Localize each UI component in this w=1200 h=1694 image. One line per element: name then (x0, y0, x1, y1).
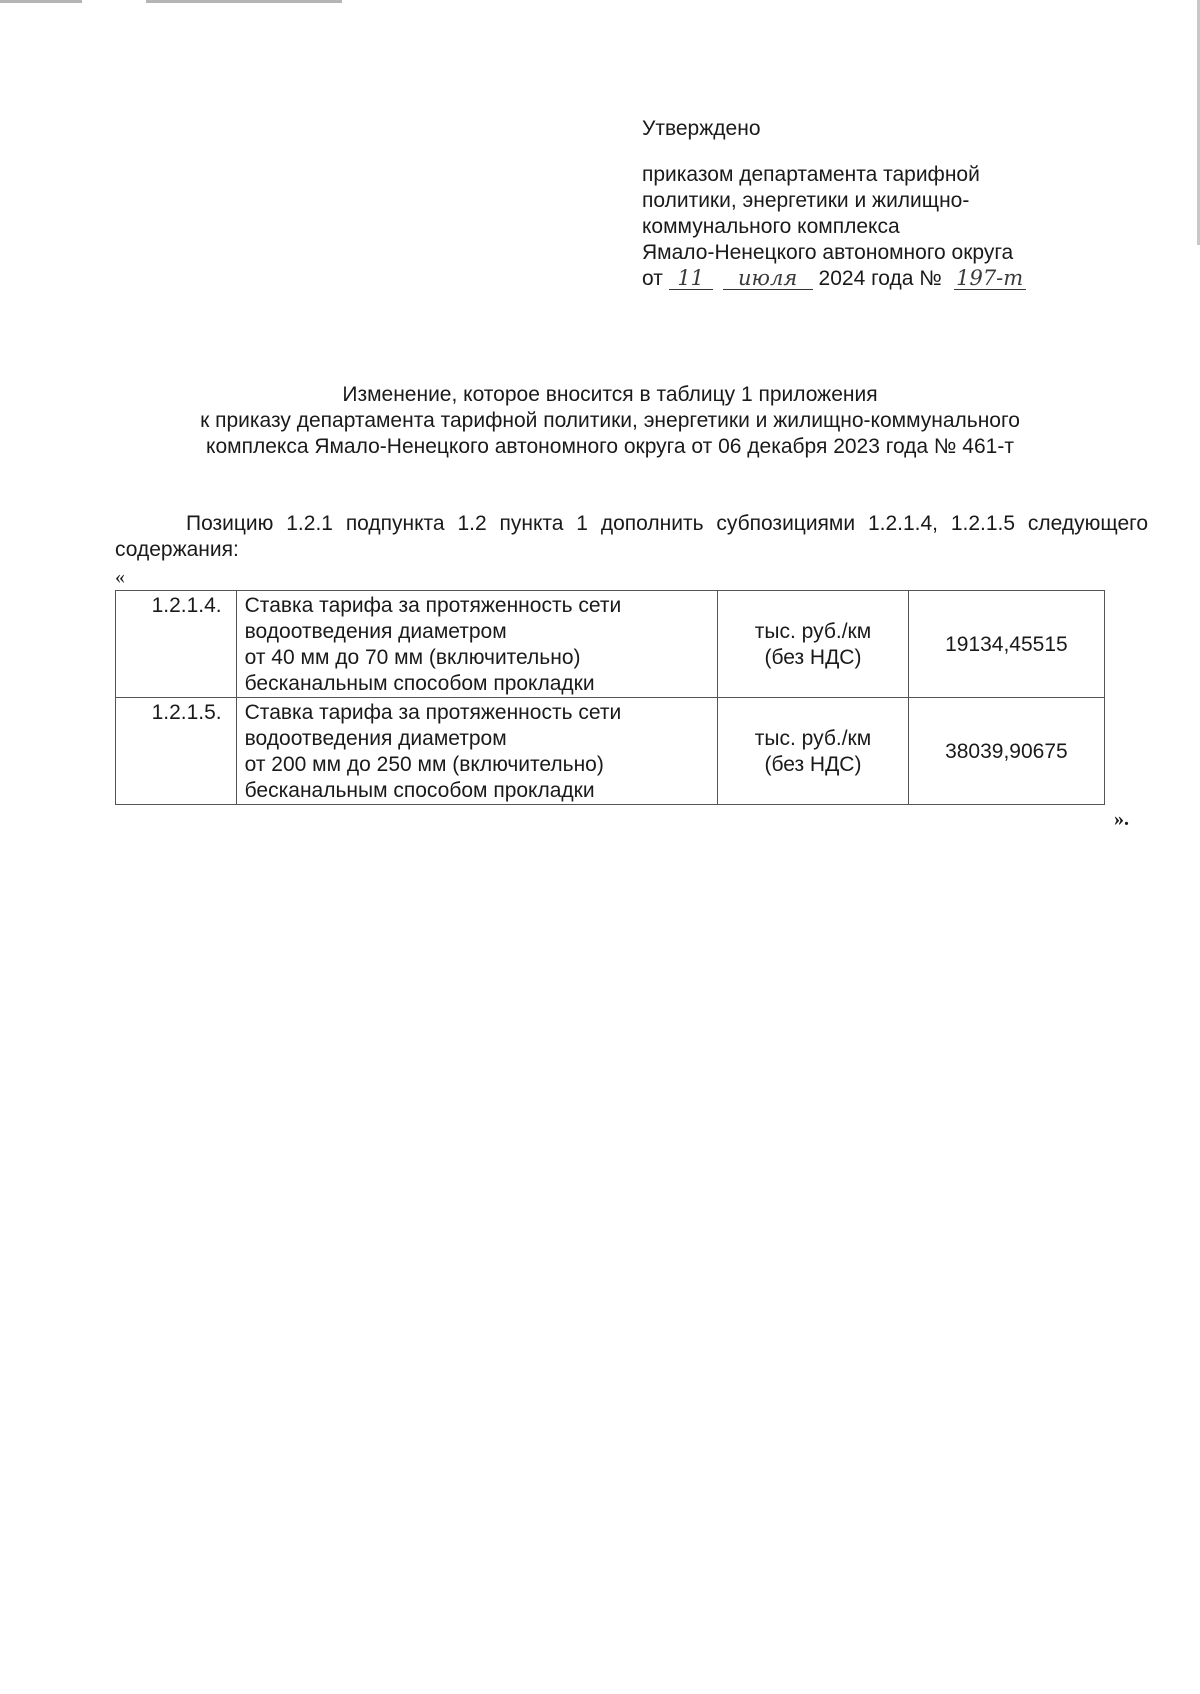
description-line: Ставка тарифа за протяженность сети (244, 701, 622, 724)
unit-line: (без НДС) (764, 753, 862, 776)
heading-line: к приказу департамента тарифной политики, энергетики и жилищно-коммунального (200, 409, 1020, 432)
unit-line: (без НДС) (764, 646, 862, 669)
handwritten-order-number: 197-т (954, 267, 1026, 290)
table-row (116, 591, 1105, 698)
approval-line: приказом департамента тарифной (642, 163, 980, 186)
tariff-value: 19134,45515 (908, 591, 1104, 698)
unit-line: тыс. руб./км (754, 727, 872, 750)
unit-cell (718, 591, 909, 698)
document-heading (110, 382, 1110, 460)
description-line: Ставка тарифа за протяженность сети (244, 594, 622, 617)
position-description (236, 698, 718, 805)
approval-line: коммунального комплекса (642, 215, 900, 238)
position-description (236, 591, 718, 698)
handwritten-day: 11 (669, 267, 713, 290)
approval-block (642, 116, 1182, 292)
approval-line: политики, энергетики и жилищно- (642, 189, 970, 212)
amendment-paragraph: Позицию 1.2.1 подпункта 1.2 пункта 1 дополнить субпозициями 1.2.1.4, 1.2.1.5 следующего содержания: (115, 512, 1148, 561)
unit-cell (718, 698, 909, 805)
unit-line: тыс. руб./км (754, 620, 872, 643)
description-line: от 40 мм до 70 мм (включительно) (244, 646, 581, 669)
description-line: от 200 мм до 250 мм (включительно) (244, 753, 604, 776)
date-year-text: 2024 года № (818, 267, 942, 290)
opening-quote: « (115, 566, 125, 588)
tariff-table (115, 590, 1105, 805)
approval-line: Ямало-Ненецкого автономного округа (642, 241, 1014, 264)
heading-line: Изменение, которое вносится в таблицу 1 приложения (342, 383, 878, 406)
scan-artifact-top-middle (146, 0, 342, 3)
description-line: бесканальным способом прокладки (244, 672, 595, 695)
date-prefix: от (642, 267, 663, 290)
position-number: 1.2.1.5. (116, 698, 237, 805)
tariff-value: 38039,90675 (908, 698, 1104, 805)
approval-title: Утверждено (642, 117, 761, 140)
closing-quote: ». (1114, 808, 1129, 830)
scan-artifact-top-left (0, 0, 82, 3)
handwritten-month: июля (723, 267, 813, 290)
position-number: 1.2.1.4. (116, 591, 237, 698)
description-line: бесканальным способом прокладки (244, 779, 595, 802)
heading-line: комплекса Ямало-Ненецкого автономного округа от 06 декабря 2023 года № 461-т (206, 435, 1014, 458)
description-line: водоотведения диаметром (244, 727, 507, 750)
description-line: водоотведения диаметром (244, 620, 507, 643)
table-row (116, 698, 1105, 805)
approval-date-line (642, 266, 1182, 292)
